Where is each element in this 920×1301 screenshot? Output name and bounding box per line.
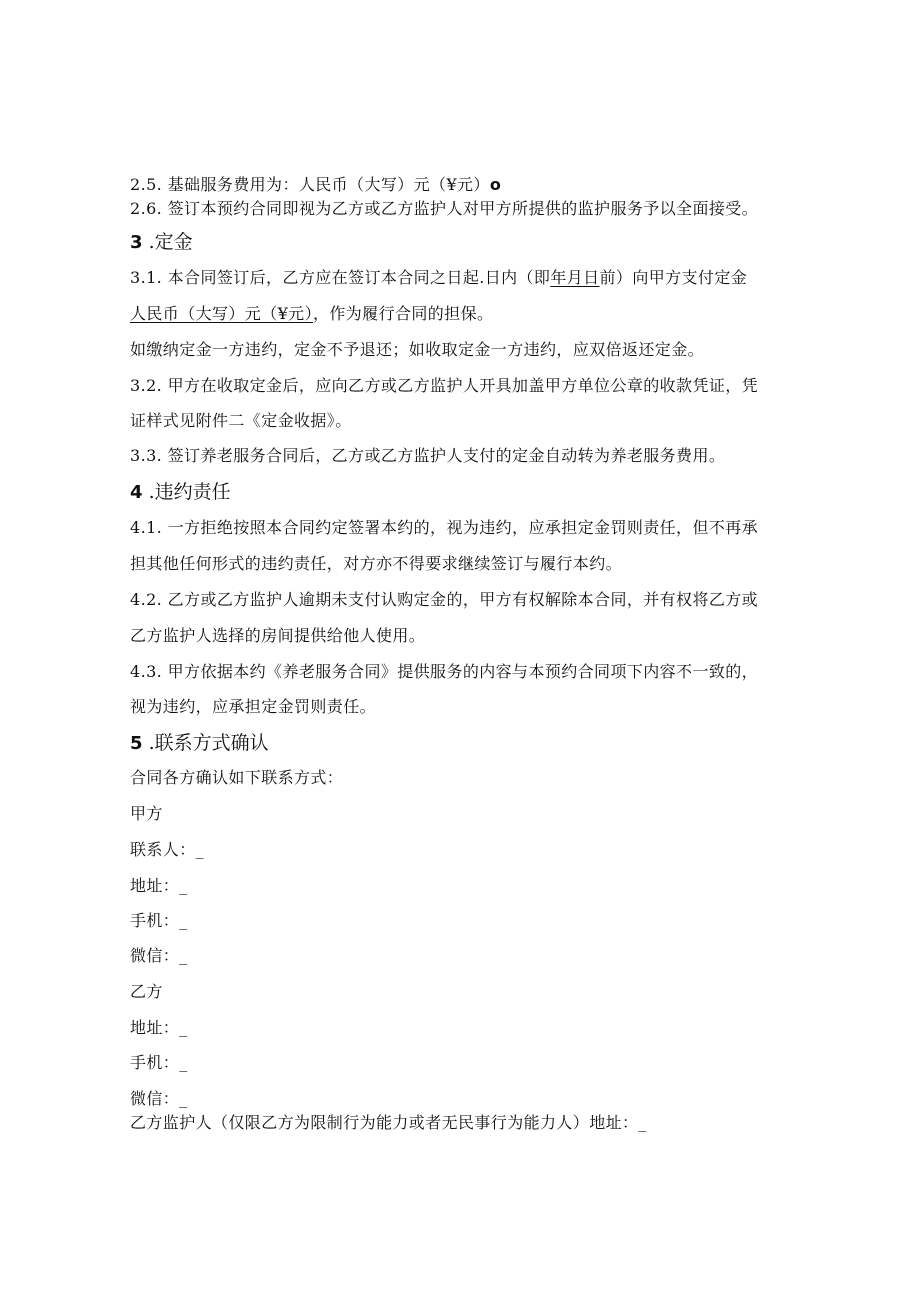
section-number: 5 xyxy=(130,733,143,754)
clause-text: 甲方在收取定金后，应向乙方或乙方监护人开具加盖甲方单位公章的收款凭证，凭 xyxy=(167,376,759,395)
contact-intro: 合同各方确认如下联系方式： xyxy=(130,768,344,787)
section-number: 4 xyxy=(130,482,143,503)
clause-text: 担其他任何形式的违约责任，对方亦不得要求继续签订与履行本约。 xyxy=(130,554,623,573)
clause-3-2-line2 xyxy=(130,411,352,431)
clause-3-1-line3 xyxy=(130,340,704,360)
party-b-address: 地址：_ xyxy=(130,1018,188,1037)
party-a-contact-person: 联系人：_ xyxy=(130,840,205,859)
section-title: .违约责任 xyxy=(148,481,231,503)
clause-text: 如缴纳定金一方违约，定金不予退还；如收取定金一方违约，应双倍返还定金。 xyxy=(130,340,705,359)
clause-text: 乙方或乙方监护人逾期未支付认购定金的，甲方有权解除本合同，并有权将乙方或 xyxy=(167,590,759,609)
clause-number: 4.1. xyxy=(130,518,163,537)
clause-text: 基础服务费用为：人民币（大写）元（¥元） xyxy=(167,175,490,194)
clause-3-3 xyxy=(130,446,725,466)
clause-4-1-line2 xyxy=(130,554,622,574)
section-heading-3 xyxy=(130,230,193,255)
section-heading-4 xyxy=(130,480,231,505)
date-blank: 年月日 xyxy=(550,268,600,287)
clause-text: 视为违约，应承担定金罚则责任。 xyxy=(130,697,377,716)
section-heading-5 xyxy=(130,731,269,756)
clause-text: 签订本预约合同即视为乙方或乙方监护人对甲方所提供的监护服务予以全面接受。 xyxy=(167,199,759,218)
clause-number: 3.2. xyxy=(130,376,163,395)
section-number: 3 xyxy=(130,232,143,253)
section-title: .联系方式确认 xyxy=(148,732,269,754)
party-a-address: 地址：_ xyxy=(130,876,188,895)
clause-number: 3.3. xyxy=(130,446,163,465)
clause-text: 签订养老服务合同后，乙方或乙方监护人支付的定金自动转为养老服务费用。 xyxy=(167,446,726,465)
party-a-mobile: 手机：_ xyxy=(130,911,188,930)
clause-4-2-line2 xyxy=(130,626,425,646)
clause-3-1-line1 xyxy=(130,268,747,288)
clause-2-5 xyxy=(130,175,501,195)
clause-number: 4.2. xyxy=(130,590,163,609)
clause-number: 2.6. xyxy=(130,199,163,218)
clause-3-2-line1 xyxy=(130,376,758,396)
clause-number: 3.1. xyxy=(130,268,163,287)
clause-text: 证样式见附件二《定金收据》。 xyxy=(130,411,352,430)
amount-blank: 人民币（大写）元（¥元） xyxy=(130,304,313,323)
clause-4-1-line1 xyxy=(130,518,758,538)
clause-text: 前）向甲方支付定金 xyxy=(599,268,748,287)
clause-4-2-line1 xyxy=(130,590,758,610)
clause-number: 4.3. xyxy=(130,662,163,681)
clause-4-3-line2 xyxy=(130,697,376,717)
party-b-mobile: 手机：_ xyxy=(130,1053,188,1072)
guardian-address: 乙方监护人（仅限乙方为限制行为能力或者无民事行为能力人）地址：_ xyxy=(130,1113,647,1132)
party-b-label: 乙方 xyxy=(130,982,163,1001)
clause-text: 一方拒绝按照本合同约定签署本约的，视为违约，应承担定金罚则责任，但不再承 xyxy=(167,518,759,537)
party-a-wechat: 微信：_ xyxy=(130,946,188,965)
clause-number: 2.5. xyxy=(130,175,163,194)
section-title: .定金 xyxy=(148,231,193,253)
party-b-wechat: 微信：_ xyxy=(130,1089,188,1108)
clause-3-1-line2 xyxy=(130,304,493,324)
party-a-label: 甲方 xyxy=(130,804,163,823)
clause-text: 乙方监护人选择的房间提供给他人使用。 xyxy=(130,626,426,645)
clause-2-6 xyxy=(130,199,758,219)
clause-4-3-line1 xyxy=(130,662,758,682)
clause-text: ，作为履行合同的担保。 xyxy=(312,304,494,323)
clause-tail: o xyxy=(489,175,502,194)
clause-text: 本合同签订后，乙方应在签订本合同之日起.日内（即 xyxy=(167,268,551,287)
clause-text: 甲方依据本约《养老服务合同》提供服务的内容与本预约合同项下内容不一致的， xyxy=(167,662,759,681)
